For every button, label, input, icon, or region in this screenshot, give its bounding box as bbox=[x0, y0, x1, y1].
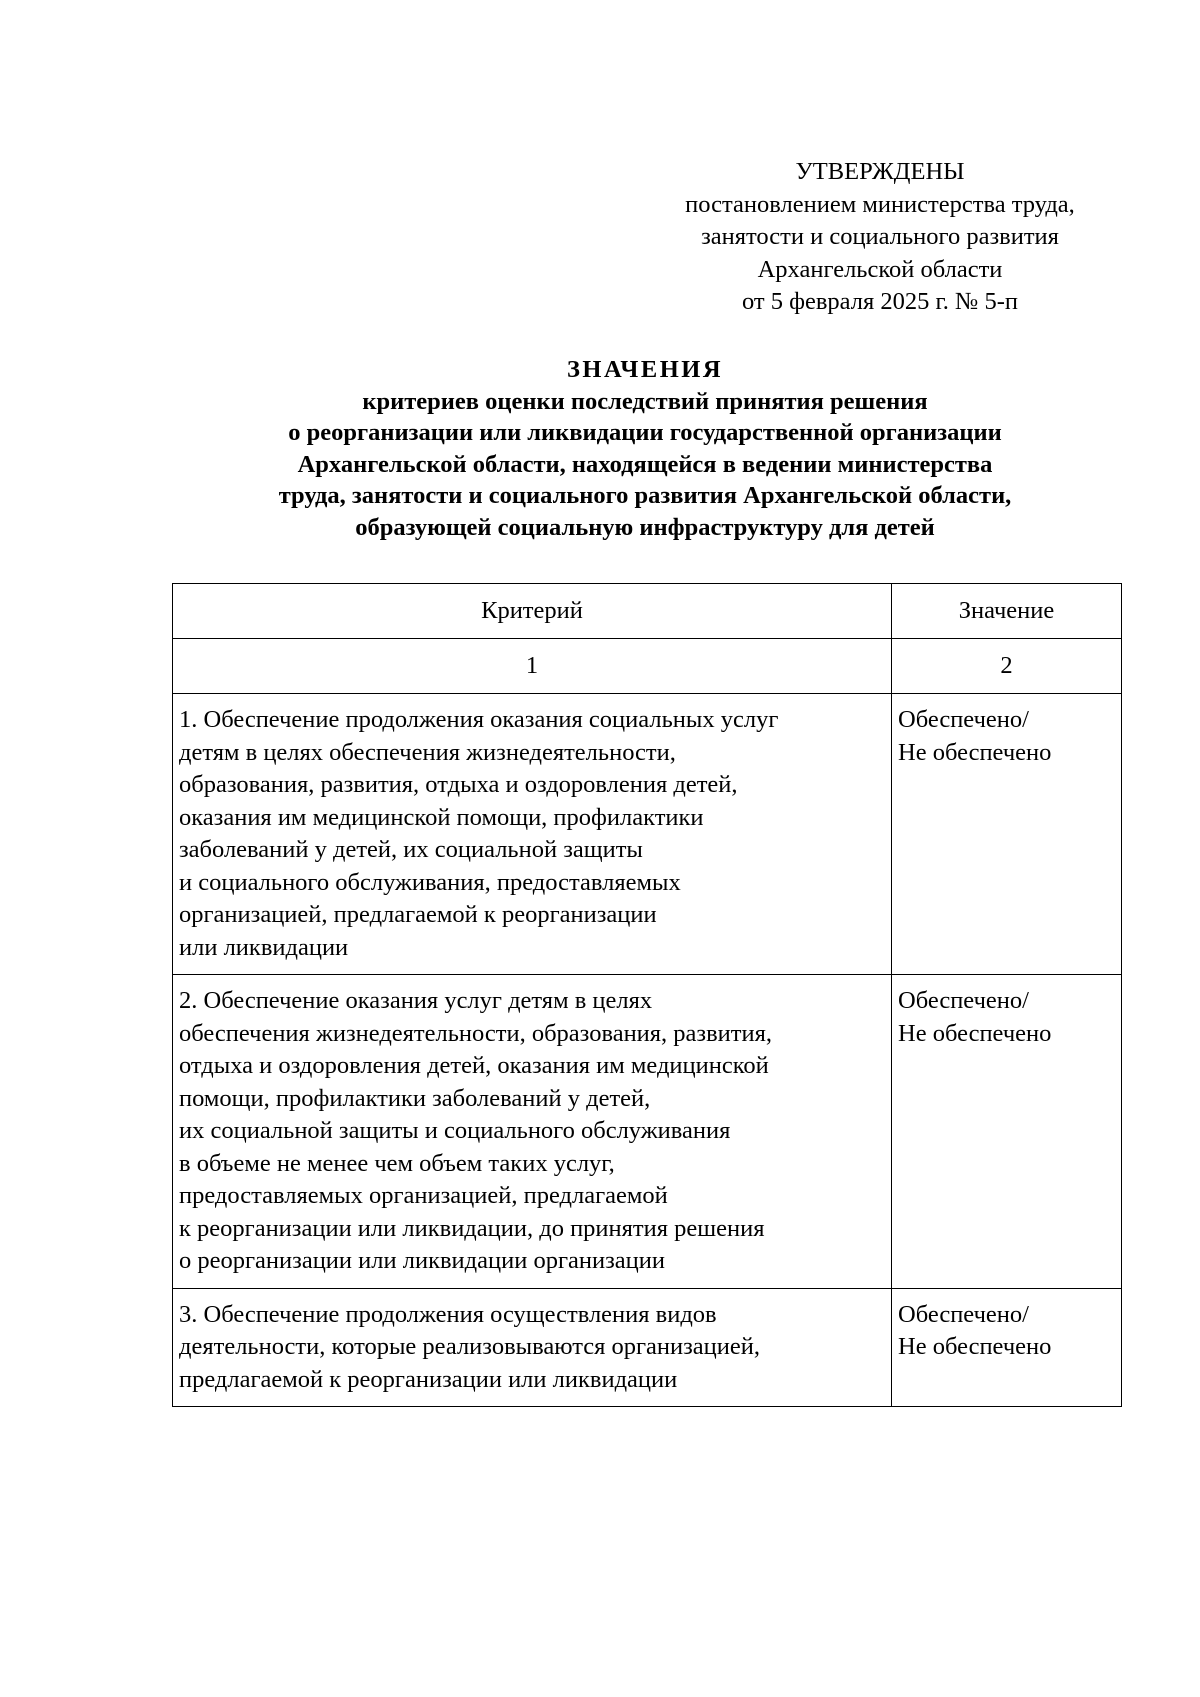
criterion-line: и социального обслуживания, предоставляемых bbox=[179, 868, 681, 896]
title-main: ЗНАЧЕНИЯ bbox=[566, 356, 724, 383]
value-line: Обеспечено/ bbox=[898, 1300, 1029, 1328]
table-row bbox=[173, 1288, 1122, 1407]
criterion-cell bbox=[173, 975, 892, 1289]
criterion-line: к реорганизации или ликвидации, до принятия решения bbox=[179, 1214, 765, 1242]
document-title bbox=[170, 354, 1120, 543]
table-header-row bbox=[173, 584, 1122, 639]
column-number: 2 bbox=[892, 639, 1122, 694]
value-cell bbox=[892, 1288, 1122, 1407]
approval-line: занятости и социального развития bbox=[701, 223, 1059, 250]
table-number-row bbox=[173, 639, 1122, 694]
criterion-line: деятельности, которые реализовываются организацией, bbox=[179, 1333, 761, 1360]
criteria-table bbox=[172, 583, 1122, 1407]
criterion-line: детям в целях обеспечения жизнедеятельности, bbox=[179, 738, 676, 766]
criterion-line: организацией, предлагаемой к реорганизации bbox=[179, 901, 657, 928]
value-line: Не обеспечено bbox=[898, 1019, 1052, 1047]
title-subline: образующей социальную инфраструктуру для детей bbox=[355, 513, 935, 541]
value-cell bbox=[892, 975, 1122, 1289]
table-row bbox=[173, 694, 1122, 975]
approval-line: УТВЕРЖДЕНЫ bbox=[795, 158, 965, 185]
criterion-line: предоставляемых организацией, предлагаемой bbox=[179, 1182, 668, 1209]
criterion-line: 3. Обеспечение продолжения осуществления видов bbox=[179, 1300, 717, 1328]
criterion-line: 1. Обеспечение продолжения оказания социальных услуг bbox=[179, 706, 779, 733]
header-value: Значение bbox=[892, 584, 1122, 639]
value-line: Обеспечено/ bbox=[898, 987, 1029, 1014]
criterion-line: или ликвидации bbox=[179, 933, 349, 961]
criterion-line: помощи, профилактики заболеваний у детей, bbox=[179, 1084, 651, 1112]
criterion-line: оказания им медицинской помощи, профилактики bbox=[179, 803, 704, 831]
table-row bbox=[173, 975, 1122, 1289]
value-line: Обеспечено/ bbox=[898, 706, 1029, 733]
column-number: 1 bbox=[173, 639, 892, 694]
criterion-line: предлагаемой к реорганизации или ликвидации bbox=[179, 1365, 678, 1393]
value-line: Не обеспечено bbox=[898, 738, 1052, 766]
value-cell bbox=[892, 694, 1122, 975]
title-subline: Архангельской области, находящейся в ведении министерства bbox=[297, 450, 993, 478]
criterion-line: образования, развития, отдыха и оздоровления детей, bbox=[179, 771, 738, 798]
criterion-line: их социальной защиты и социального обслуживания bbox=[179, 1117, 731, 1144]
approval-line: постановлением министерства труда, bbox=[685, 190, 1075, 218]
approval-stamp bbox=[640, 156, 1120, 319]
title-subline: труда, занятости и социального развития Архангельской области, bbox=[278, 482, 1012, 509]
criterion-line: отдыха и оздоровления детей, оказания им медицинской bbox=[179, 1052, 769, 1079]
value-line: Не обеспечено bbox=[898, 1333, 1052, 1360]
criterion-line: о реорганизации или ликвидации организации bbox=[179, 1247, 665, 1274]
criterion-cell bbox=[173, 1288, 892, 1407]
criterion-line: обеспечения жизнедеятельности, образования, развития, bbox=[179, 1019, 773, 1047]
title-subline: критериев оценки последствий принятия решения bbox=[362, 387, 928, 415]
title-subline: о реорганизации или ликвидации государственной организации bbox=[288, 419, 1002, 446]
criterion-line: заболеваний у детей, их социальной защиты bbox=[179, 836, 643, 863]
approval-line: Архангельской области bbox=[757, 255, 1003, 283]
approval-date-line: от 5 февраля 2025 г. № 5-п bbox=[741, 288, 1019, 315]
criterion-line: в объеме не менее чем объем таких услуг, bbox=[179, 1149, 615, 1177]
header-criterion: Критерий bbox=[173, 584, 892, 639]
criterion-cell bbox=[173, 694, 892, 975]
criterion-line: 2. Обеспечение оказания услуг детям в целях bbox=[179, 987, 653, 1014]
